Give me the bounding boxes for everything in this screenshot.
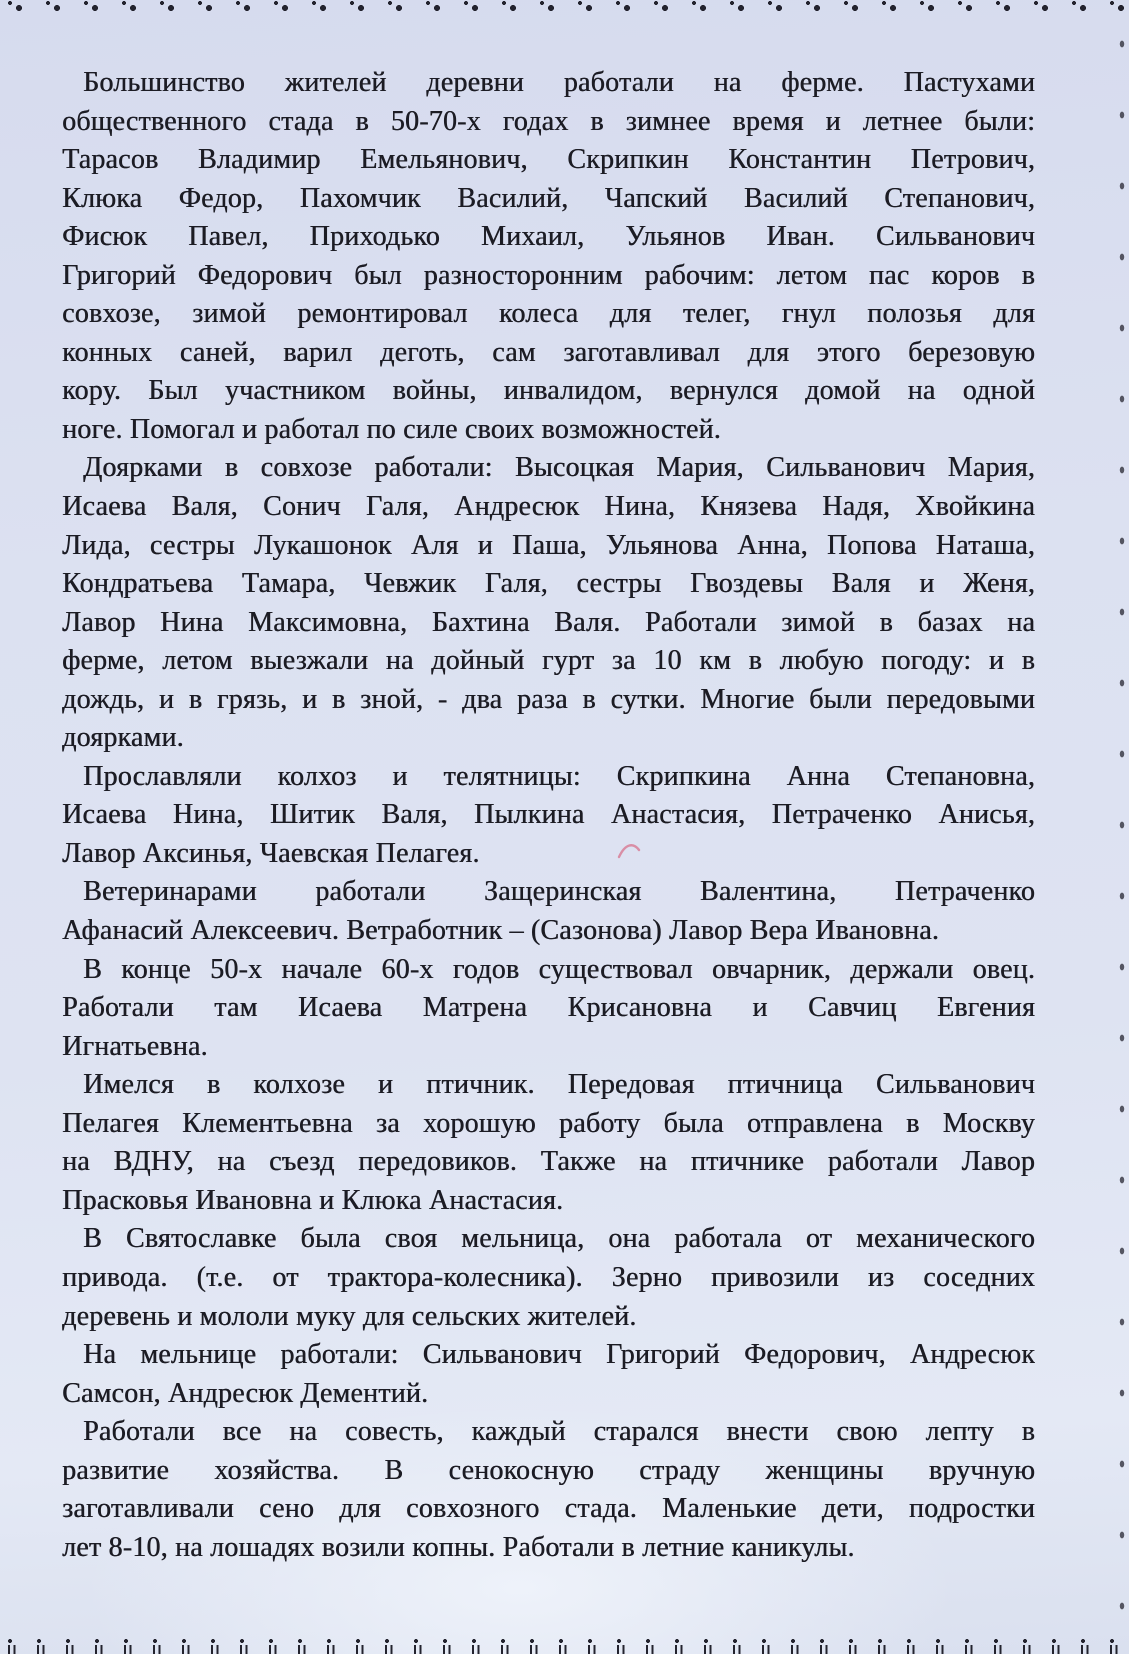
text-line: дождь, и в грязь, и в зной, - два раза в сутки. Многие были передовыми bbox=[62, 683, 1035, 715]
text-block bbox=[62, 64, 1035, 1567]
text-line: общественного стада в 50-70-х годах в зимнее время и летнее были: bbox=[62, 105, 1035, 137]
paragraph bbox=[62, 951, 1035, 1067]
paragraph bbox=[62, 758, 1035, 874]
text-line: В Святославке была своя мельница, она работала от механического bbox=[83, 1223, 1035, 1255]
paragraph bbox=[62, 1220, 1035, 1336]
text-line: Лавор Нина Максимовна, Бахтина Валя. Работали зимой в базах на bbox=[62, 606, 1035, 638]
text-line: совхозе, зимой ремонтировал колеса для телег, гнул полозья для bbox=[62, 298, 1035, 330]
text-line: Фисюк Павел, Приходько Михаил, Ульянов Иван. Сильванович bbox=[62, 221, 1035, 253]
text-line: ноге. Помогал и работал по силе своих возможностей. bbox=[62, 413, 721, 445]
text-line: Клюка Федор, Пахомчик Василий, Чапский Василий Степанович, bbox=[62, 182, 1035, 214]
paragraph bbox=[62, 1336, 1035, 1413]
text-line: привода. (т.е. от трактора-колесника). Зерно привозили из соседних bbox=[62, 1261, 1035, 1293]
paragraph bbox=[62, 873, 1035, 950]
text-line: Тарасов Владимир Емельянович, Скрипкин Константин Петрович, bbox=[62, 144, 1035, 176]
paragraph bbox=[62, 1066, 1035, 1220]
text-line: Пелагея Клементьевна за хорошую работу была отправлена в Москву bbox=[62, 1107, 1035, 1139]
text-line: деревень и мололи муку для сельских жителей. bbox=[62, 1300, 637, 1332]
text-line: Самсон, Андресюк Дементий. bbox=[62, 1377, 429, 1409]
text-line: Ветеринарами работали Защеринская Валентина, Петраченко bbox=[83, 876, 1035, 908]
text-line: Лавор Аксинья, Чаевская Пелагея. bbox=[62, 837, 480, 869]
text-line: Игнатьевна. bbox=[62, 1030, 208, 1062]
text-line: конных саней, варил деготь, сам заготавливал для этого березовую bbox=[62, 336, 1035, 368]
text-line: Доярками в совхозе работали: Высоцкая Мария, Сильванович Мария, bbox=[83, 452, 1035, 484]
pink-squiggle-mark-icon bbox=[616, 840, 654, 864]
text-line: Работали там Исаева Матрена Крисановна и Савчиц Евгения bbox=[62, 992, 1035, 1024]
text-line: Прославляли колхоз и телятницы: Скрипкина Анна Степановна, bbox=[83, 760, 1035, 792]
text-line: Исаева Нина, Шитик Валя, Пылкина Анастасия, Петраченко Анисья, bbox=[62, 799, 1035, 831]
text-line: доярками. bbox=[62, 722, 184, 754]
text-line: ферме, летом выезжали на дойный гурт за 10 км в любую погоду: и в bbox=[62, 645, 1035, 677]
text-line: развитие хозяйства. В сенокосную страду женщины вручную bbox=[62, 1454, 1035, 1486]
paragraph bbox=[62, 64, 1035, 449]
text-line: В конце 50-х начале 60-х годов существовал овчарник, держали овец. bbox=[83, 953, 1035, 985]
text-line: Исаева Валя, Сонич Галя, Андресюк Нина, Князева Надя, Хвойкина bbox=[62, 491, 1035, 523]
text-line: Григорий Федорович был разносторонним рабочим: летом пас коров в bbox=[62, 259, 1035, 291]
text-line: на ВДНУ, на съезд передовиков. Также на птичнике работали Лавор bbox=[62, 1146, 1035, 1178]
text-line: лет 8-10, на лошадях возили копны. Работали в летние каникулы. bbox=[62, 1531, 855, 1563]
text-line: Прасковья Ивановна и Клюка Анастасия. bbox=[62, 1184, 564, 1216]
text-line: На мельнице работали: Сильванович Григорий Федорович, Андресюк bbox=[83, 1339, 1035, 1371]
right-binding-marks-icon bbox=[1115, 10, 1129, 1640]
text-line: Лида, сестры Лукашонок Аля и Паша, Ульянова Анна, Попова Наташа, bbox=[62, 529, 1035, 561]
top-perforation-marks-icon bbox=[0, 0, 1129, 14]
text-line: Кондратьева Тамара, Чевжик Галя, сестры Гвоздевы Валя и Женя, bbox=[62, 568, 1035, 600]
paragraph bbox=[62, 1413, 1035, 1567]
text-line: заготавливали сено для совхозного стада. Маленькие дети, подростки bbox=[62, 1493, 1035, 1525]
text-line: кору. Был участником войны, инвалидом, вернулся домой на одной bbox=[62, 375, 1035, 407]
text-line: Работали все на совесть, каждый старался внести свою лепту в bbox=[83, 1416, 1035, 1448]
paragraph bbox=[62, 449, 1035, 757]
text-line: Афанасий Алексеевич. Ветработник – (Сазонова) Лавор Вера Ивановна. bbox=[62, 915, 939, 947]
text-line: Большинство жителей деревни работали на ферме. Пастухами bbox=[83, 67, 1035, 98]
text-line: Имелся в колхозе и птичник. Передовая птичница Сильванович bbox=[83, 1069, 1035, 1101]
bottom-perforation-marks-icon bbox=[0, 1637, 1129, 1654]
